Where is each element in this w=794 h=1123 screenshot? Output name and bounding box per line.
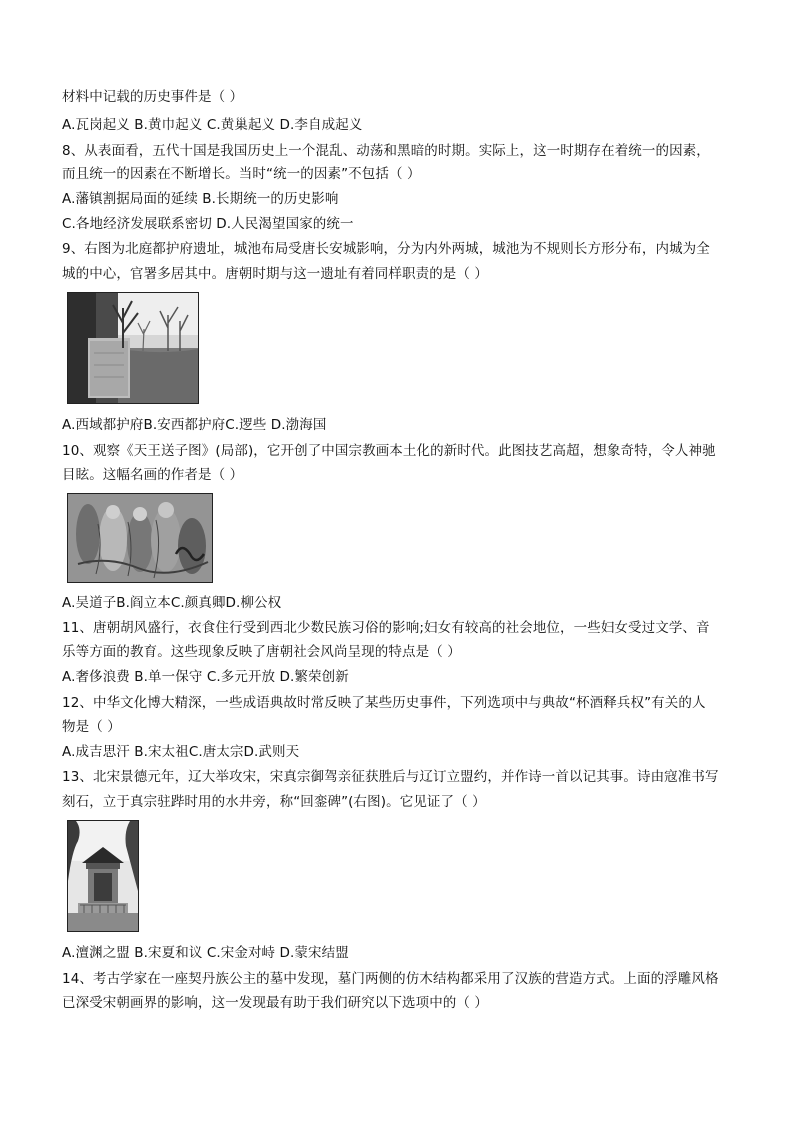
q9-stem-line2: 城的中心，官署多居其中。唐朝时期与这一遗址有着同样职责的是（ ） bbox=[62, 266, 488, 282]
q9-options: A.西域都护府B.安西都护府C.逻些 D.渤海国 bbox=[62, 417, 327, 433]
q13-stem-line2: 刻石，立于真宗驻跸时用的水井旁，称“回銮碑”(右图)。它见证了（ ） bbox=[62, 794, 486, 810]
huiluan-stele-photo bbox=[67, 820, 139, 932]
q11-options: A.奢侈浪费 B.单一保守 C.多元开放 D.繁荣创新 bbox=[62, 669, 349, 685]
q8-stem-line2: 而且统一的因素在不断增长。当时“统一的因素”不包括（ ） bbox=[62, 166, 421, 182]
q12-options: A.成吉思汗 B.宋太祖C.唐太宗D.武则天 bbox=[62, 744, 300, 760]
q8-options-cd: C.各地经济发展联系密切 D.人民渴望国家的统一 bbox=[62, 216, 354, 232]
q11-stem-line2: 乐等方面的教育。这些现象反映了唐朝社会风尚呈现的特点是（ ） bbox=[62, 644, 461, 660]
q9-stem-line1: 9、右图为北庭都护府遗址，城池布局受唐长安城影响，分为内外两城，城池为不规则长方形分布，内城为全 bbox=[62, 241, 710, 257]
q10-stem-line1: 10、观察《天王送子图》(局部)，它开创了中国宗教画本土化的新时代。此图技艺高超，想象奇特，令人神驰 bbox=[62, 443, 716, 459]
q7-stem-end: 材料中记载的历史事件是（ ） bbox=[62, 89, 244, 105]
q14-stem-line2: 已深受宋朝画界的影响，这一发现最有助于我们研究以下选项中的（ ） bbox=[62, 995, 488, 1011]
q8-options-ab: A.藩镇割据局面的延续 B.长期统一的历史影响 bbox=[62, 191, 339, 207]
q12-stem-line2: 物是（ ） bbox=[62, 719, 121, 735]
q13-options: A.澶渊之盟 B.宋夏和议 C.宋金对峙 D.蒙宋结盟 bbox=[62, 945, 349, 961]
beiting-ruins-photo bbox=[67, 292, 199, 404]
q14-stem-line1: 14、考古学家在一座契丹族公主的墓中发现，墓门两侧的仿木结构都采用了汉族的营造方式。上面的浮雕风格 bbox=[62, 971, 719, 987]
q10-options: A.吴道子B.阎立本C.颜真卿D.柳公权 bbox=[62, 595, 282, 611]
tianwang-songzi-painting bbox=[67, 493, 213, 583]
q10-stem-line2: 目眩。这幅名画的作者是（ ） bbox=[62, 467, 244, 483]
q7-options: A.瓦岗起义 B.黄巾起义 C.黄巢起义 D.李自成起义 bbox=[62, 117, 363, 133]
q8-stem-line1: 8、从表面看，五代十国是我国历史上一个混乱、动荡和黑暗的时期。实际上，这一时期存在着统一的因素， bbox=[62, 143, 710, 159]
q13-stem-line1: 13、北宋景德元年，辽大举攻宋，宋真宗御驾亲征获胜后与辽订立盟约，并作诗一首以记其事。诗由寇准书写 bbox=[62, 769, 719, 785]
q12-stem-line1: 12、中华文化博大精深，一些成语典故时常反映了某些历史事件，下列选项中与典故“杯酒释兵权”有关的人 bbox=[62, 695, 706, 711]
q11-stem-line1: 11、唐朝胡风盛行，衣食住行受到西北少数民族习俗的影响;妇女有较高的社会地位，一些妇女受过文学、音 bbox=[62, 620, 710, 636]
